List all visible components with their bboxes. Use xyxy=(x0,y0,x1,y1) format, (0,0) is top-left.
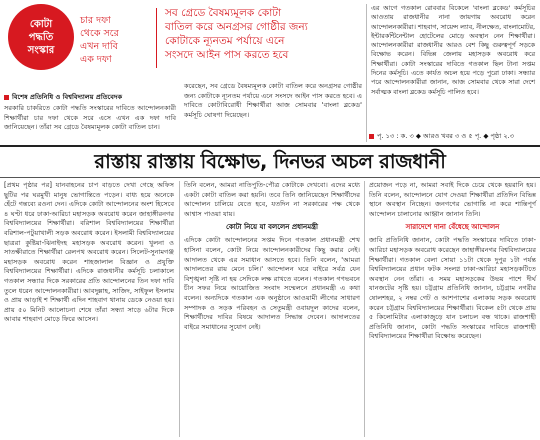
column-3-subheading: সারাদেশে দানা বেঁধেছে আন্দোলন xyxy=(405,223,500,232)
headline-bottom-rule xyxy=(0,177,540,178)
intro-left-text: সরকারি চাকরিতে কোটা পদ্ধতি সংস্কারের দাবিতে আন্দোলনকারী শিক্ষার্থীরা চার দফা থেকে সরে এসে এখন এক দফা দাবি জানিয়েছেন। তাঁরা সব গ্রেডে বৈষম্যমূলক কোটা বাতিল চান। xyxy=(4,104,176,132)
bullet-square-icon xyxy=(4,95,9,100)
page-reference xyxy=(369,130,537,142)
lead-main-text: সব গ্রেডে বৈষম্যমূলক কোটা বাতিল করে অনগ্রসর গোষ্ঠীর জন্য কোটাকে ন্যূনতম পর্যায়ে এনে সংসদে আইন পাস করতে হবে xyxy=(165,7,308,61)
column-2-subheading: কোটা নিয়ে যা বললেন প্রধানমন্ত্রী xyxy=(226,223,318,232)
page-reference-text: পৃ. ১৩ : ক. ৩ ◆ আরও খবর ৩ ও ৫ পৃ. ◆ পৃষ্ঠা ২.৩ xyxy=(377,132,514,140)
column-2-text-b: এদিকে কোটা আন্দোলনের সপ্তম দিনে গতকাল প্রধানমন্ত্রী শেখ হাসিনা বলেন, কোটা নিয়ে আন্দোলনকারীদের কিছু করার নেই। আদালত থেকে এর সমাধান আসতে হবে। তিনি বলেন, 'আমরা আদালতের রায় মেনে চলি।' আন্দোলন ঘরে বাইরে সর্বত্র যেন বিশৃঙ্খলা সৃষ্টি না হয় সেদিকে লক্ষ রাখতে বলেন। গতকাল গণভবনে চীন সফর নিয়ে আয়োজিত সংবাদ সম্মেলনে প্রধানমন্ত্রী এ কথা বলেন। অন্যদিকে গতকাল এক অনুষ্ঠানে আওয়ামী লীগের সাধারণ সম্পাদক ও সড়ক পরিবহন ও সেতুমন্ত্রী ওবায়দুল কাদের বলেন, শিক্ষার্থীদের দাবির বিষয়ে আদালত সিদ্ধান্ত দেবেন। আদালতের বাইরে সমাধানের সুযোগ নেই। xyxy=(184,236,360,331)
column-3-text-b: জাবি প্রতিনিধি জানান, কোটা পদ্ধতি সংস্কারের দাবিতে ঢাকা-আরিচা মহাসড়ক অবরোধ করেছেন জাহাঙ্গীরনগর বিশ্ববিদ্যালয়ের শিক্ষার্থীরা। গতকাল বেলা সোয়া ১১টা থেকে দুপুর ১টা পর্যন্ত বিশ্ববিদ্যালয়ের প্রধান ফটক সংলগ্ন ঢাকা-আরিচা মহাসড়কটিতে অবস্থান নেন তাঁরা। এ সময় মহাসড়কের উভয় পাশে দীর্ঘ যানজটের সৃষ্টি হয়। চট্টগ্রাম প্রতিনিধি জানান, চট্টগ্রাম নগরীর ষোলশহর, ২ নম্বর গেট ও আশপাশের এলাকায় সড়ক অবরোধ করেন চট্টগ্রাম বিশ্ববিদ্যালয়ের শিক্ষার্থীরা। বিকেল ৫টা থেকে প্রায় ৫ কিলোমিটার এলাকাজুড়ে যান চলাচল বন্ধ থাকে। রাজশাহী প্রতিনিধি জানান, কোটা পদ্ধতি সংস্কারের দাবিতে রাজশাহী বিশ্ববিদ্যালয়ের শিক্ষার্থীরা বিক্ষোভ করেছেন। xyxy=(369,236,536,341)
lead-divider xyxy=(156,8,157,68)
column-1-text: [প্রথম পৃষ্ঠার পর] যানবাহনের চাপ বাড়তে দেখা গেছে অফিস ছুটির পর ঘরমুখী মানুষ ভোগান্তিতে পড়েন। বাধ্য হয়ে অনেকে হেঁটে গন্তব্যে রওনা দেন। এদিকে কোটা আন্দোলনের অংশ হিসেবে ৪ ঘণ্টা ধরে ঢাকা-আরিচা মহাসড়ক অবরোধ করেন জাহাঙ্গীরনগর বিশ্ববিদ্যালয়ের শিক্ষার্থীরা। বরিশাল বিশ্ববিদ্যালয়ের শিক্ষার্থীরা বরিশাল-পটুয়াখালী সড়ক অবরোধ করেন। ইসলামী বিশ্ববিদ্যালয়ের ছাত্ররা কুষ্টিয়া-ঝিনাইদহ মহাসড়ক অবরোধ করেন। খুলনা ও সাতক্ষীরাতে শিক্ষার্থীরা রেলপথ অবরোধ করেন। সিলেট-সুনামগঞ্জ মহাসড়ক অবরোধ করেন শাহজালাল বিজ্ঞান ও প্রযুক্তি বিশ্ববিদ্যালয়ের শিক্ষার্থীরা। এদিকে রাজধানীর কর্মসূচি চলাকালে গতকাল সন্ধ্যার দিকে সরকারের প্রতি আন্দোলনের তিন দফা দাবি তুলে ধরেন আন্দোলনকারীরা। আবদুল্লাহ, সাজিদ, সাইফুল ইসলাম ও প্রায় আড়াই শ শিক্ষার্থী এদিন শাহবাগ থানায় ডেকে নেওয়া হয়। প্রায় ৫০ মিনিট আলোচনা শেষে তাঁরা সন্ধ্যা সাড়ে ৬টার দিকে আবার শাহবাগ মোড়ে ফিরে আসেন। xyxy=(4,181,174,324)
column-2-text-a: তিনি বলেন, আমরা নাতিপুতি-পৌত্র কোটাকে দেখবো। এদের মধ্যে একটা কোটা বাতিল করা হয়নি। তবে তিনি জানিয়েছেন শিক্ষার্থীদের আন্দোলন চালিয়ে যেতে হবে, যতদিন না সরকারের পক্ষ থেকে আশ্বাস পাওয়া যায়। xyxy=(184,181,360,218)
body-column-1 xyxy=(4,181,174,325)
body-column-2 xyxy=(184,181,360,332)
main-headline: রাস্তায় রাস্তায় বিক্ষোভ, দিনভর অচল রাজধানী xyxy=(94,150,446,173)
column-3-text-a: প্রয়োজন পড়ে না, আমরা সবাই দিকে চেয়ে থেকে হয়রানি হয়। তিনি বলেন, আন্দোলনে যোগ দেওয়া শিক্ষার্থীরা প্রতিদিন বিভিন্ন স্থানে অবস্থান নিচ্ছেন। জনগণের ভোগান্তি না করে শান্তিপূর্ণ আন্দোলন চালানোর আহ্বান জানান তিনি। xyxy=(369,181,536,218)
topic-badge xyxy=(8,4,74,70)
right-column-text: এর আগে গতকাল রোববার বিকেলে 'বাংলা ব্লকেড' কর্মসূচির আওতায় রাজধানীর নানা জায়গায় অবরোধ করেন আন্দোলনকারীরা। শাহবাগ, সায়েন্স ল্যাব, নীলক্ষেত, বাংলামোটর, ইন্টারকন্টিনেন্টাল হোটেলের মোড়ে অবস্থান নেন শিক্ষার্থীরা। আন্দোলনকারীরা রাজধানীর আরও বেশ কিছু গুরুত্বপূর্ণ সড়কে বিক্ষোভ করেন। বিভিন্ন জেলায় মহাসড়ক অবরোধ করে শিক্ষার্থীরা। কোটা সংস্কারের দাবিতে গতকাল ছিল টানা সপ্তম দিনের কর্মসূচি। এতে কার্যত অচল হয়ে পড়ে পুরো ঢাকা। সন্ধ্যার পরে আন্দোলনকারীরা জানান, আজ সোমবার থেকে সারা দেশে সর্বাত্মক বাংলা ব্লকেড কর্মসূচি পালিত হবে। xyxy=(371,4,535,96)
intro-middle-text: করেছেন, সব গ্রেডে বৈষম্যমূলক কোটা বাতিল করে অনগ্রসর গোষ্ঠীর জন্য কোটাকে ন্যূনতম পর্যায়ে এনে সংসদে আইন পাস করতে হবে। এ দাবিতে কোটাবিরোধী শিক্ষার্থীরা আজ সোমবার 'বাংলা ব্লকেড' কর্মসূচি ঘোষণা দিয়েছেন। xyxy=(184,82,362,119)
pointer-square-icon xyxy=(369,134,374,139)
column-separator-2 xyxy=(364,181,365,437)
report-byline xyxy=(4,92,164,102)
right-column xyxy=(371,4,535,97)
headline-top-rule xyxy=(0,145,540,147)
body-column-3 xyxy=(369,181,536,342)
lead-small-text: চার দফা থেকে সরে এখন দাবি এক দফা xyxy=(80,15,119,65)
column-separator-1 xyxy=(179,181,180,437)
report-byline-text: বিশেষ প্রতিনিধি ও বিশ্ববিদ্যালয় প্রতিবেদক xyxy=(12,93,123,101)
right-column-divider xyxy=(366,4,367,142)
topic-badge-label: কোটা পদ্ধতি সংস্কার xyxy=(27,18,55,56)
